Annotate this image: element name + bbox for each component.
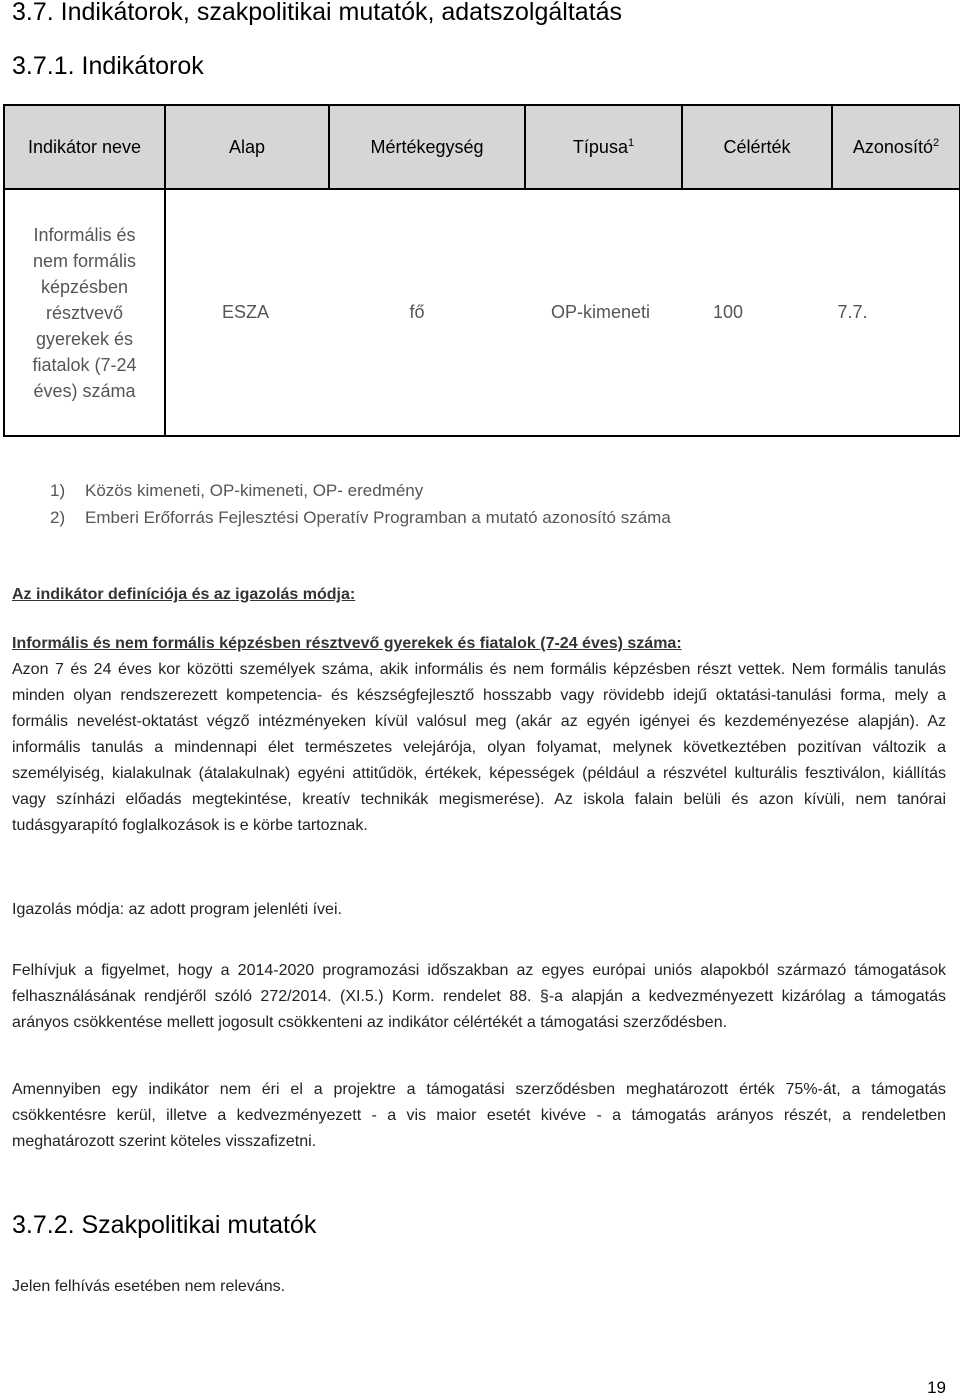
- header-indikator-neve: Indikátor neve: [4, 105, 165, 189]
- table-row: [4, 189, 960, 436]
- definition-body: [12, 631, 946, 839]
- section-heading: 3.7. Indikátorok, szakpolitikai mutatók, adatszolgáltatás: [12, 0, 623, 26]
- header-mertekegyseg: Mértékegység: [329, 105, 525, 189]
- definition-text: Azon 7 és 24 éves kor közötti személyek száma, akik informális és nem formális képzésben részt vettek. Nem formális tanulás minden olyan rendszerezett kompetencia- és készségfejlesztő hosszabb vagy rövidebb idejű oktatási-tanulási forma, mely a formális nevelést-oktatást végző intézményeken kívül valósul meg (akár az egyén igényei és kezdeményezése alapján). Az informális tanulás a mindennapi élet természetes velejárója, olyan folyamat, melynek következtében pozitívan változik a személyiség, kialakulnak (átalakulnak) egyéni attitűdök, értékek, képességek (például a részvétel kulturális fesztiválon, kiállítás vagy színházi előadás megtekintése, kreatív technikák megismerése). Az iskola falain belüli és azon kívüli, nem tanórai tudásgyarapító foglalkozások is e körbe tartoznak.: [12, 661, 946, 834]
- cell-celertek: 100: [682, 189, 832, 436]
- header-tipusa: Típusa$^1$: [525, 105, 682, 189]
- cell-indikator-neve: Informális és nem formális képzésben résztvevő gyerekek és fiatalok (7-24 éves) száma: [4, 189, 165, 436]
- definition-heading: Az indikátor definíciója és az igazolás módja:: [12, 586, 356, 603]
- notice-paragraph-1: Felhívjuk a figyelmet, hogy a 2014-2020 programozási időszakban az egyes európai uniós alapokból származó támogatások felhasználásának rendjéről szóló 272/2014. (XI.5.) Korm. rendelet 88. §-a alapján a kedvezményezett kizárólag a támogatás arányos csökkentése mellett jogosult csökkenteni az indikátor célértékét a támogatási szerződésben.: [12, 962, 946, 1031]
- section2-heading: 3.7.2. Szakpolitikai mutatók: [12, 1211, 317, 1239]
- cell-mertekegyseg: fő: [329, 189, 525, 436]
- cell-alap: ESZA: [165, 189, 329, 436]
- footnote: 2) Emberi Erőforrás Fejlesztési Operatív Programban a mutató azonosító száma: [50, 508, 671, 527]
- table-header-row: [4, 105, 960, 189]
- notice-paragraph-2: Amennyiben egy indikátor nem éri el a projektre a támogatási szerződésben meghatározott érték 75%-át, a támogatás csökkentésre kerül, illetve a kedvezményezett - a vis maior esetét kivéve - a támogatás arányos részét, a rendeletben meghatározott szerint köteles visszafizetni.: [12, 1081, 946, 1150]
- header-azonosito: Azonosító$^2$: [832, 105, 960, 189]
- definition-subheading: Informális és nem formális képzésben résztvevő gyerekek és fiatalok (7-24 éves) száma:: [12, 635, 682, 652]
- igazolas-text: Igazolás módja: az adott program jelenléti ívei.: [12, 901, 342, 918]
- cell-azonosito: 7.7.: [832, 189, 960, 436]
- indicator-table: [3, 104, 960, 437]
- header-alap: Alap: [165, 105, 329, 189]
- header-celertek: Célérték: [682, 105, 832, 189]
- section2-text: Jelen felhívás esetében nem releváns.: [12, 1278, 286, 1295]
- footnote: 1) Közös kimeneti, OP-kimeneti, OP- eredmény: [50, 481, 424, 500]
- subsection-heading: 3.7.1. Indikátorok: [12, 52, 204, 80]
- page-number: 19: [927, 1378, 946, 1397]
- table-footnotes: [50, 477, 671, 531]
- cell-tipusa: OP-kimeneti: [525, 189, 682, 436]
